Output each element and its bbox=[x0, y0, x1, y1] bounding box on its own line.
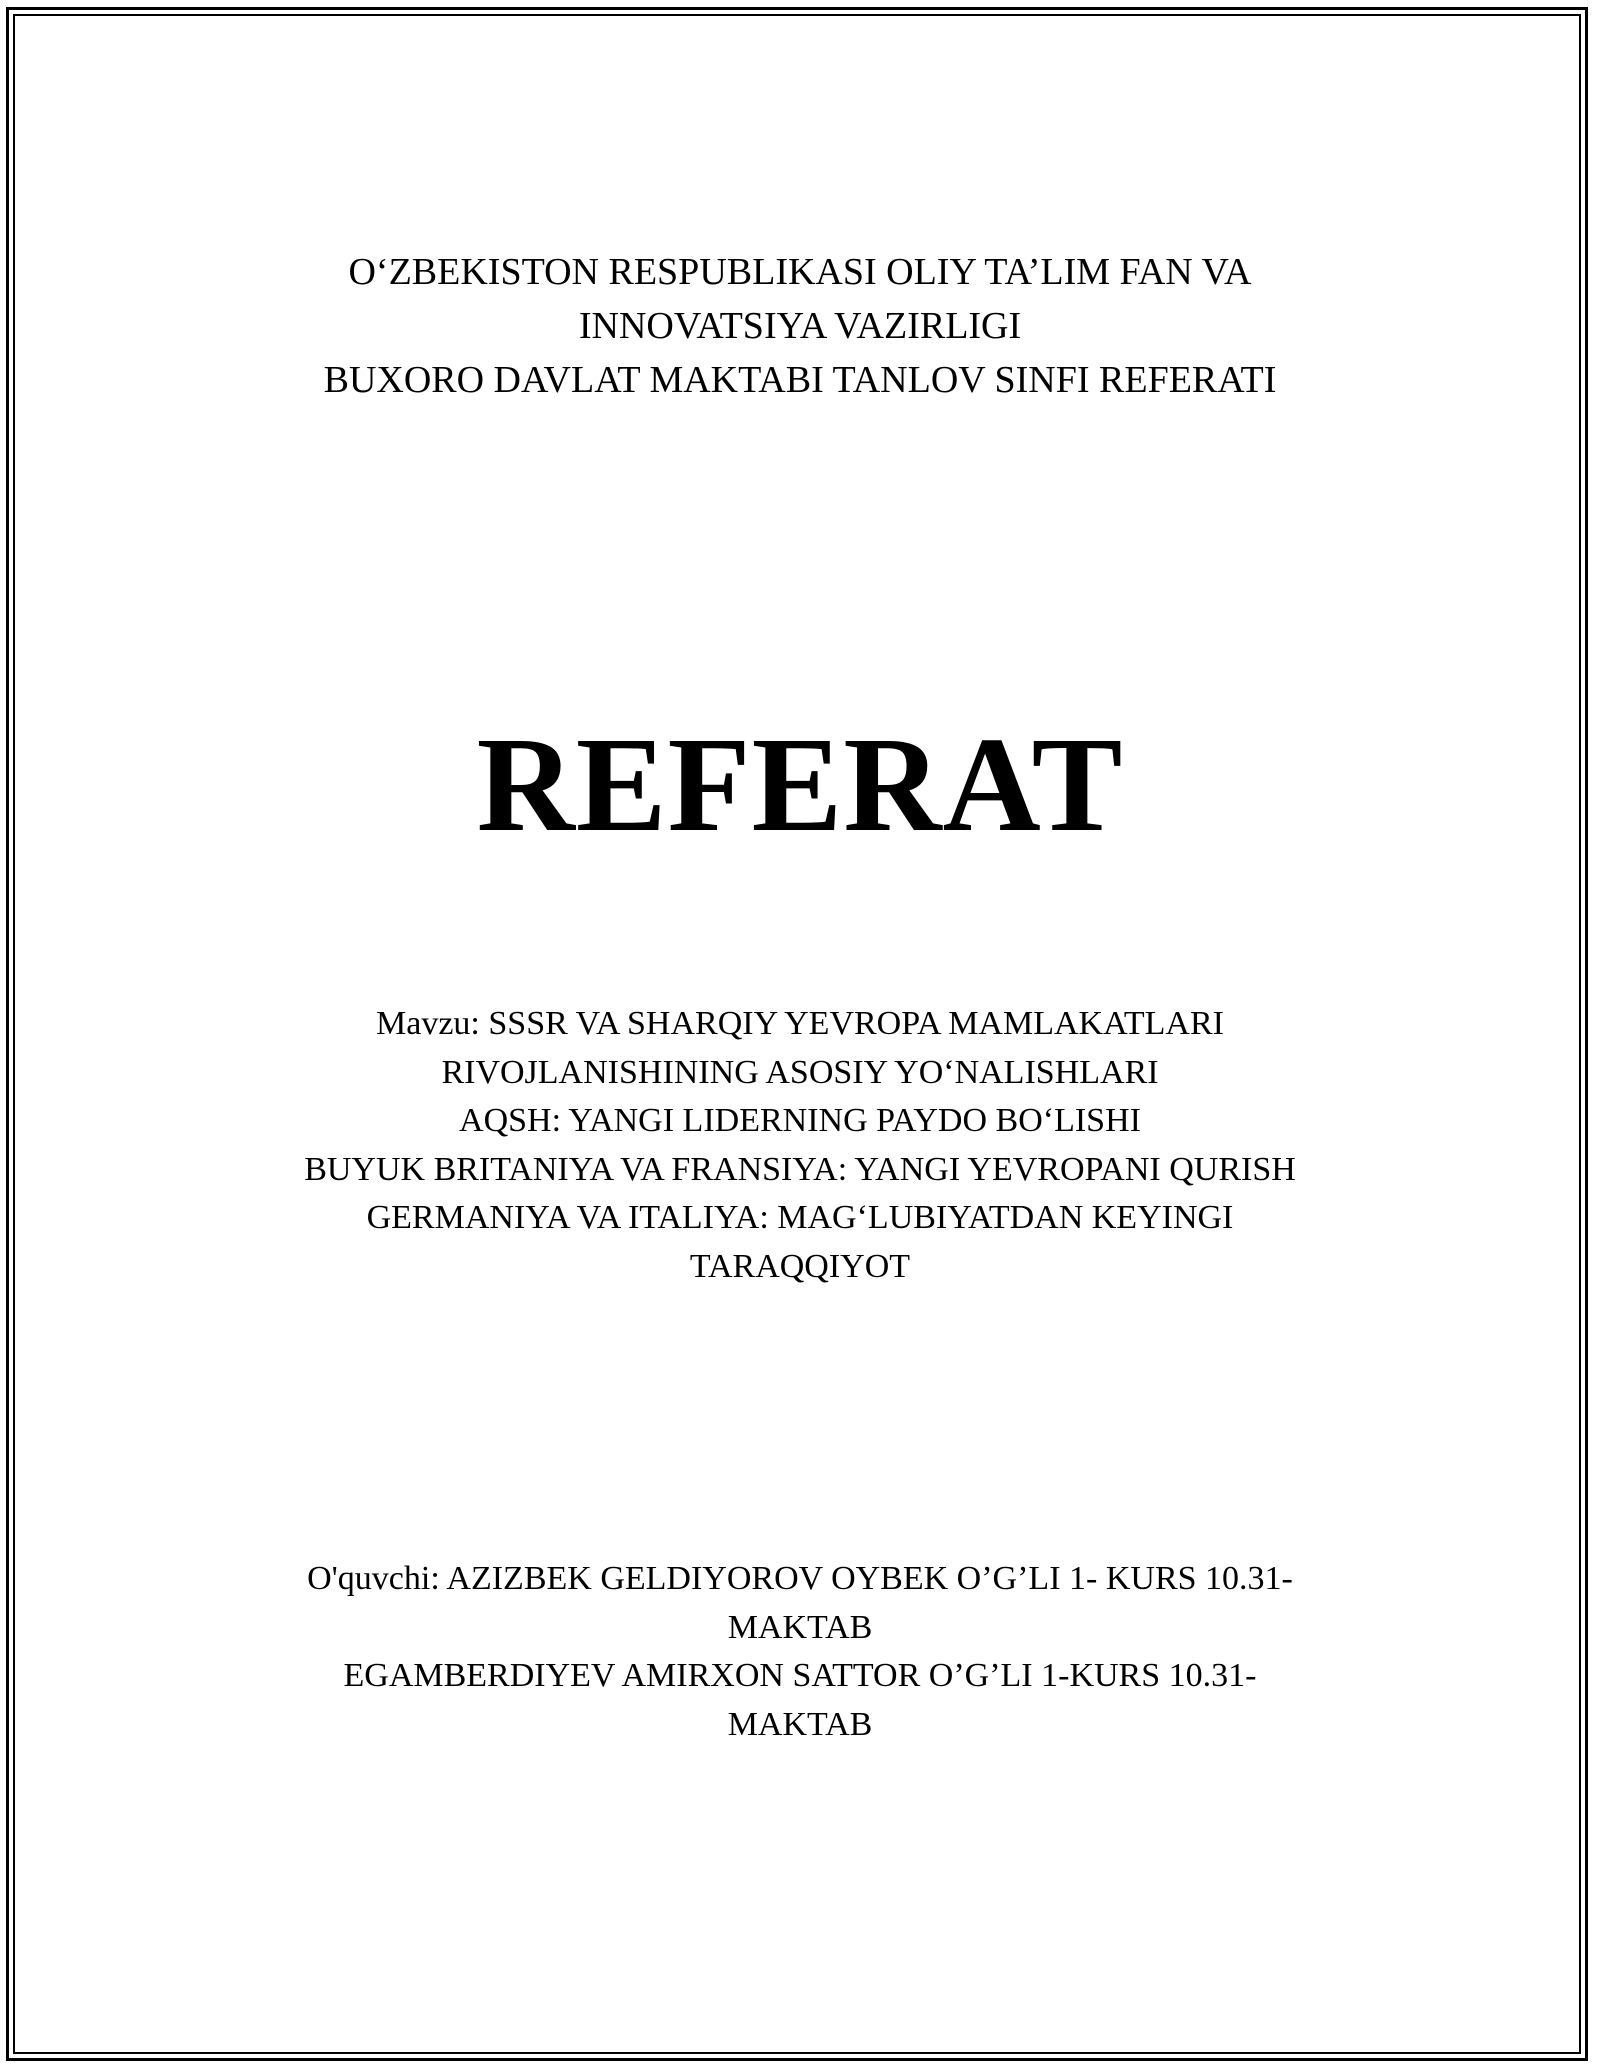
student-line: MAKTAB bbox=[727, 1608, 873, 1646]
topic-line: AQSH: YANGI LIDERNING PAYDO BO‘LISHI bbox=[459, 1102, 1141, 1139]
header-line: O‘ZBEKISTON RESPUBLIKASI OLIY TA’LIM FAN VA bbox=[348, 251, 1252, 293]
ministry-header bbox=[0, 245, 1600, 407]
topic-line: TARAQQIYOT bbox=[689, 1247, 911, 1285]
topic-line: BUYUK BRITANIYA VA FRANSIYA: YANGI YEVROPANI QURISH bbox=[304, 1150, 1296, 1188]
header-line: BUXORO DAVLAT MAKTABI TANLOV SINFI REFERATI bbox=[323, 359, 1277, 401]
student-line: O'quvchi: AZIZBEK GELDIYOROV OYBEK O’G’LI 1- KURS 10.31- bbox=[307, 1560, 1293, 1597]
student-line: EGAMBERDIYEV AMIRXON SATTOR O’G’LI 1-KURS 10.31- bbox=[343, 1657, 1257, 1694]
topic-line: RIVOJLANISHINING ASOSIY YO‘NALISHLARI bbox=[441, 1053, 1159, 1091]
topic-line: Mavzu: SSSR VA SHARQIY YEVROPA MAMLAKATLARI bbox=[376, 1005, 1224, 1042]
topic-line: GERMANIYA VA ITALIYA: MAG‘LUBIYATDAN KEYINGI bbox=[366, 1199, 1234, 1236]
students-block bbox=[0, 1555, 1600, 1749]
document-title: REFERAT bbox=[476, 710, 1124, 860]
student-line: MAKTAB bbox=[727, 1705, 873, 1743]
topic-block bbox=[0, 1000, 1600, 1291]
header-line: INNOVATSIYA VAZIRLIGI bbox=[578, 305, 1022, 347]
